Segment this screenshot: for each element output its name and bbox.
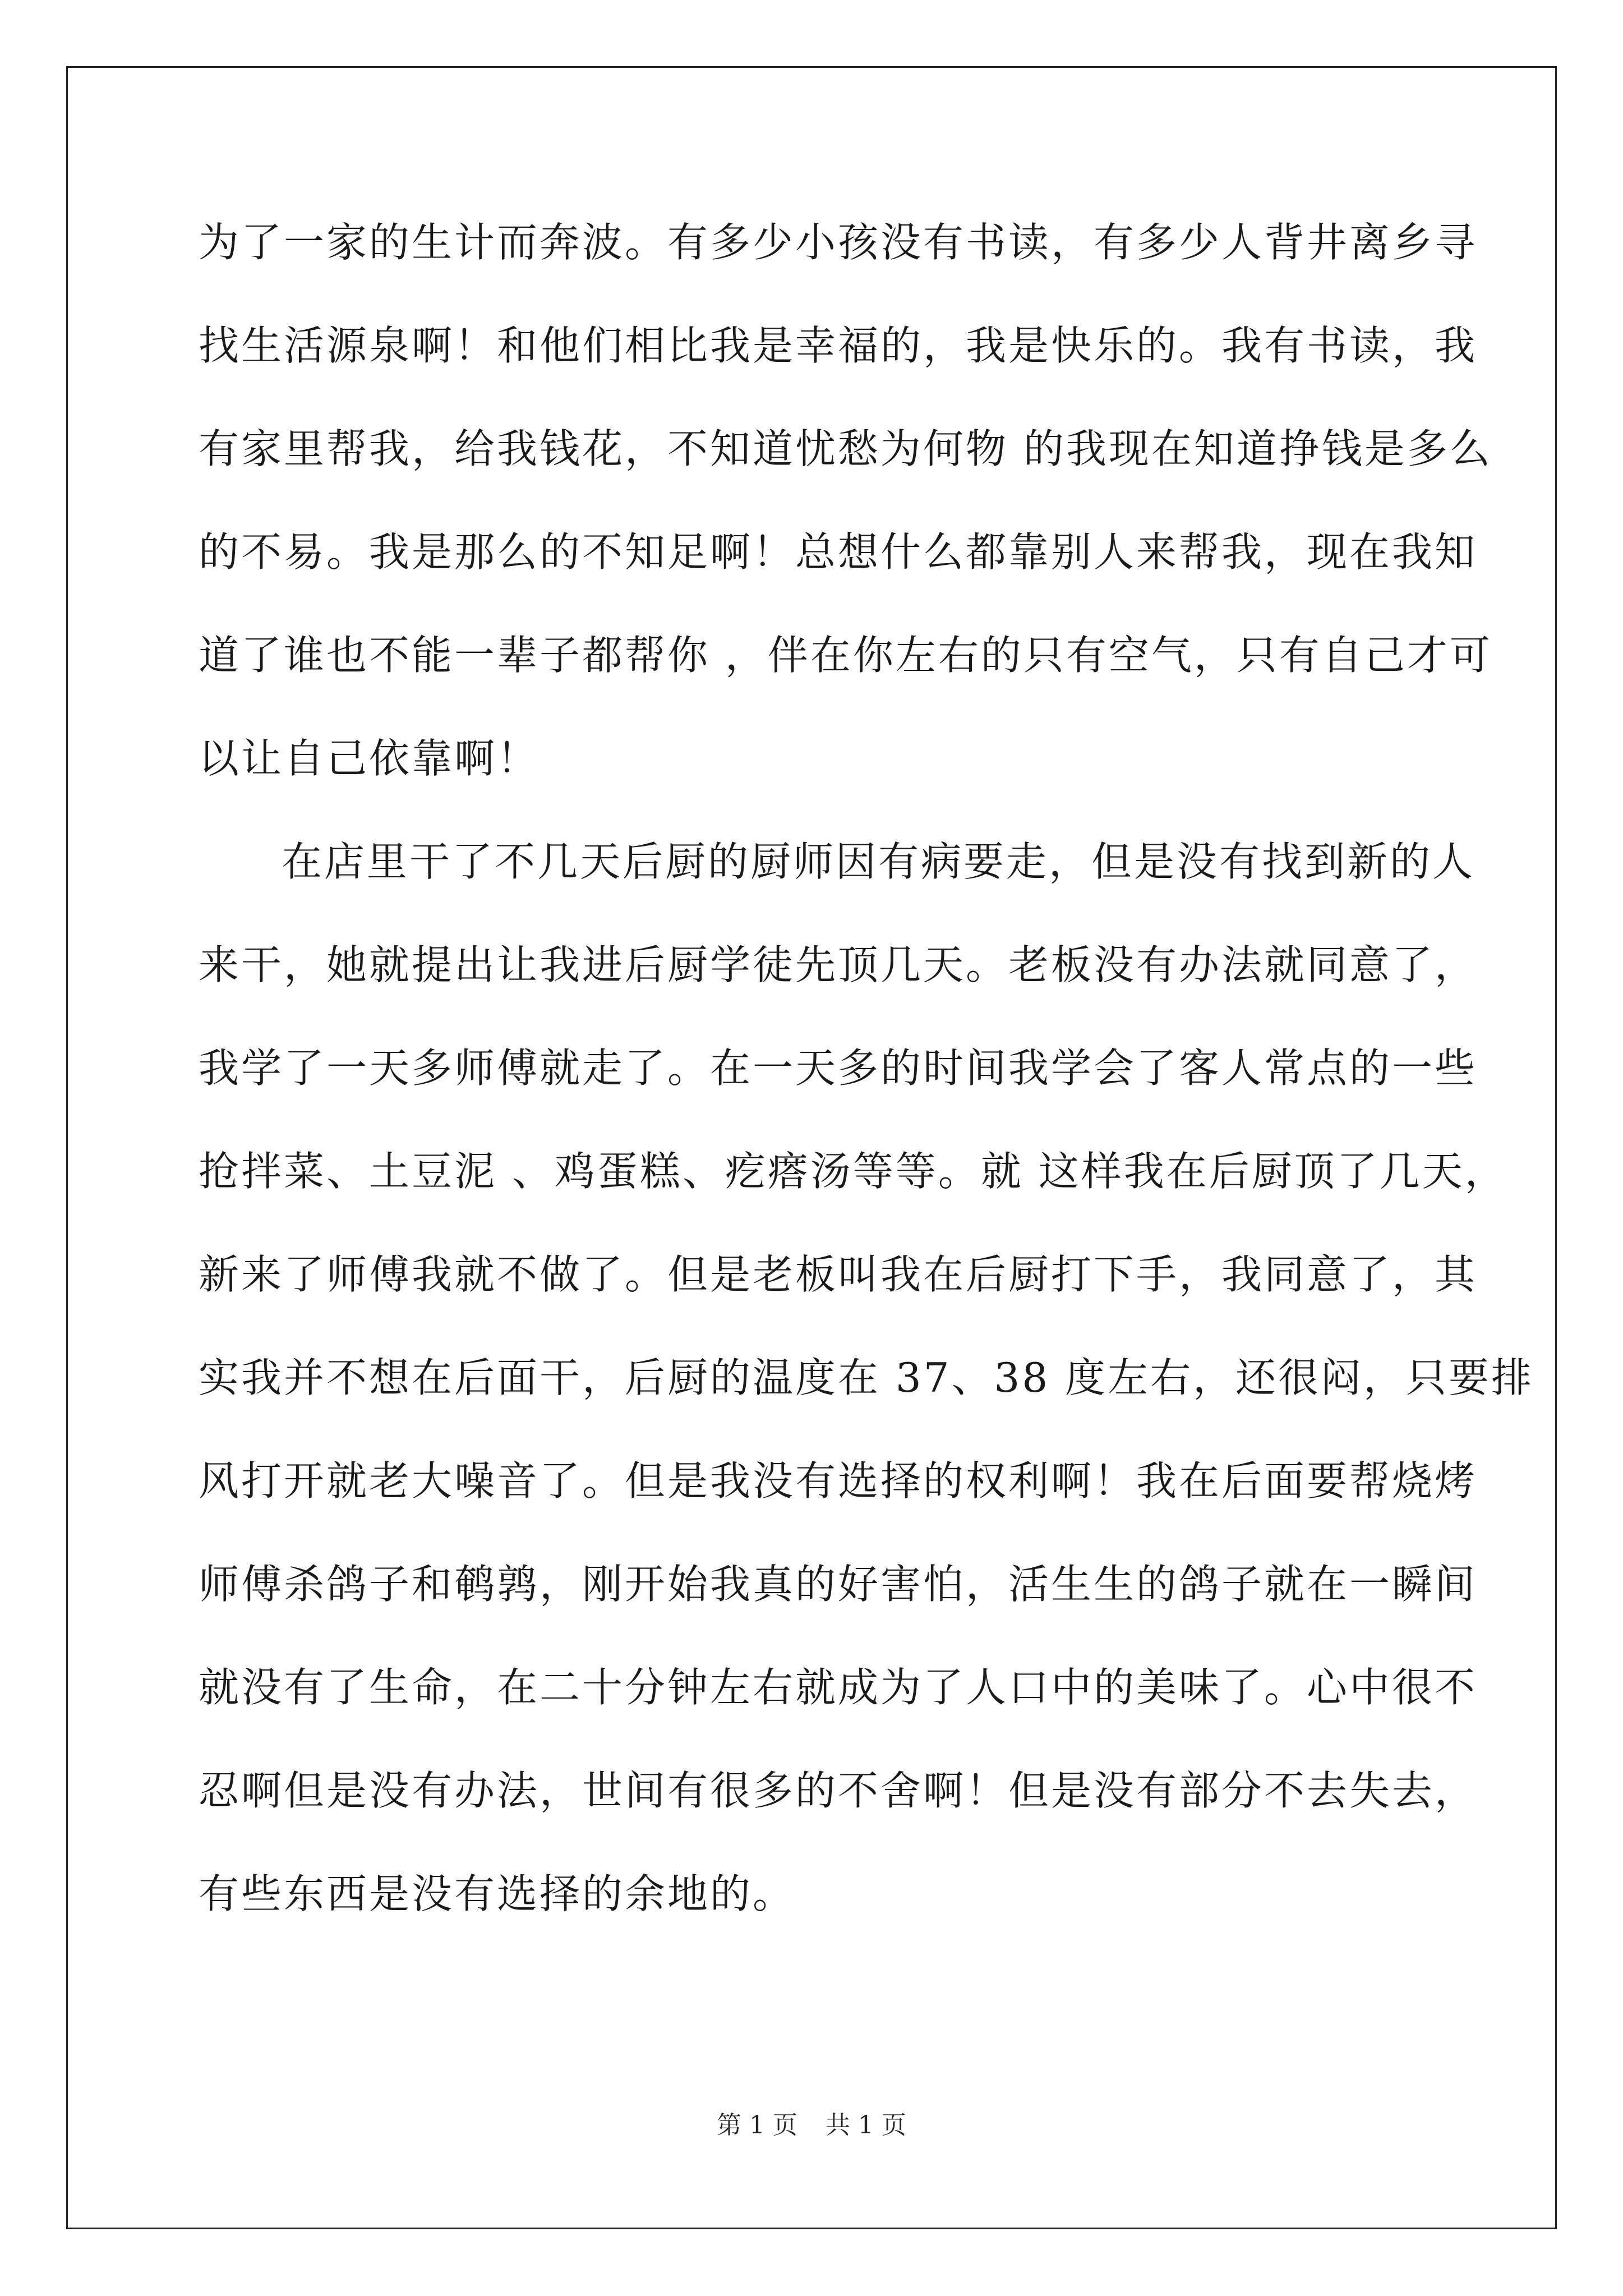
body-text xyxy=(199,209,1534,1963)
text-line: 来干，她就提出让我进后厨学徒先顶几天。老板没有办法就同意了， xyxy=(199,941,1478,988)
text-line: 我学了一天多师傅就走了。在一天多的时间我学会了客人常点的一些 xyxy=(199,1045,1478,1092)
page-footer xyxy=(0,2105,1623,2141)
text-line: 抢拌菜、土豆泥 、鸡蛋糕、疙瘩汤等等。就 这样我在后厨顶了几天， xyxy=(199,1148,1507,1195)
page-total: 共 1 页 xyxy=(826,2111,906,2139)
page-number: 第 1 页 xyxy=(717,2111,797,2139)
text-line: 师傅杀鸽子和鹌鹑，刚开始我真的好害怕，活生生的鸽子就在一瞬间 xyxy=(199,1561,1478,1608)
text-line: 实我并不想在后面干，后厨的温度在 37、38 度左右，还很闷，只要排 xyxy=(199,1354,1534,1401)
text-line: 风打开就老大噪音了。但是我没有选择的权利啊！我在后面要帮烧烤 xyxy=(199,1457,1478,1504)
text-line: 找生活源泉啊！和他们相比我是幸福的，我是快乐的。我有书读，我 xyxy=(199,322,1478,369)
text-line: 的不易。我是那么的不知足啊！总想什么都靠别人来帮我，现在我知 xyxy=(199,528,1478,576)
text-line: 道了谁也不能一辈子都帮你 ，伴在你左右的只有空气，只有自己才可 xyxy=(199,632,1492,679)
text-line: 有些东西是没有选择的余地的。 xyxy=(199,1870,796,1917)
paragraph-1 xyxy=(199,209,1492,828)
text-line: 就没有了生命，在二十分钟左右就成为了人口中的美味了。心中很不 xyxy=(199,1664,1478,1711)
text-line: 有家里帮我，给我钱花，不知道忧愁为何物 的我现在知道挣钱是多么 xyxy=(199,425,1492,472)
text-line: 在店里干了不几天后厨的厨师因有病要走，但是没有找到新的人 xyxy=(282,838,1476,885)
text-line: 新来了师傅我就不做了。但是老板叫我在后厨打下手，我同意了，其 xyxy=(199,1251,1478,1298)
text-line: 忍啊但是没有办法，世间有很多的不舍啊！但是没有部分不去失去， xyxy=(199,1767,1478,1814)
paragraph-2 xyxy=(199,828,1534,1963)
text-line: 以让自己依靠啊！ xyxy=(199,735,540,782)
text-line: 为了一家的生计而奔波。有多少小孩没有书读，有多少人背井离乡寻 xyxy=(199,219,1478,266)
